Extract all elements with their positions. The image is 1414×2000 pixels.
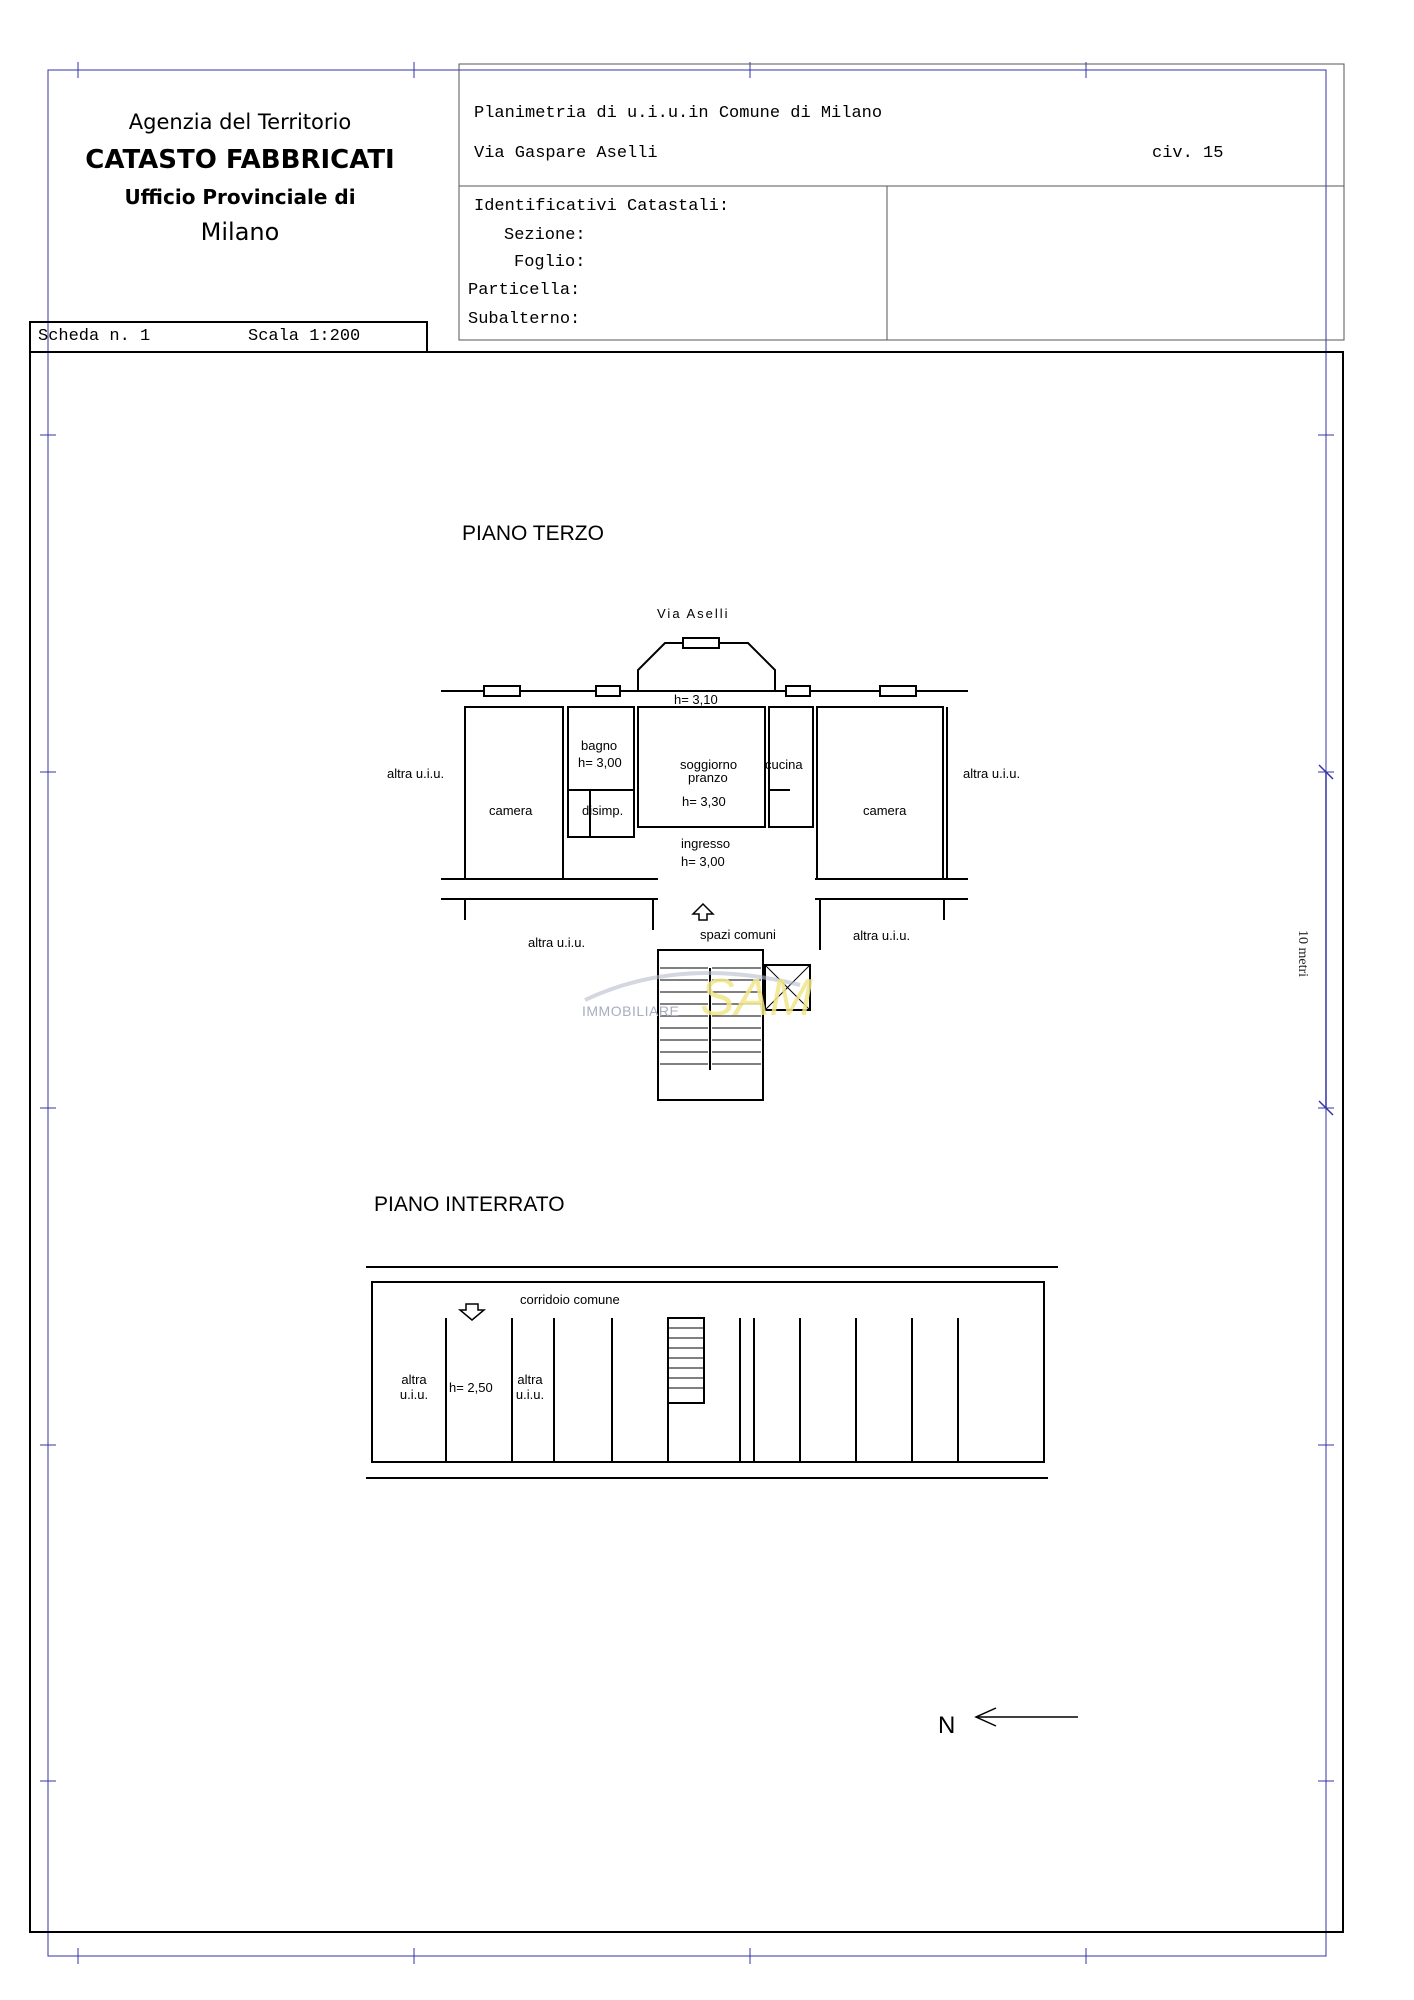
- agency-name: Agenzia del Territorio: [128, 110, 352, 134]
- bagno-height: h= 3,00: [578, 755, 622, 770]
- catasto-title: CATASTO FABBRICATI: [85, 145, 395, 175]
- foglio-label: Foglio:: [514, 253, 586, 272]
- bagno-label: bagno: [581, 738, 618, 753]
- uiu-1-label: u.i.u.: [399, 1387, 429, 1402]
- civic-number: civ. 15: [1152, 144, 1224, 163]
- piano-terzo-plan: [441, 638, 968, 1100]
- piano-interrato-plan: [366, 1267, 1058, 1478]
- bay-height-label: h= 3,10: [674, 692, 718, 707]
- city-label: Milano: [200, 218, 280, 246]
- scheda-label: Scheda n. 1: [38, 327, 151, 346]
- outer-frame: [40, 62, 1334, 1964]
- altra-uiu-left: altra u.i.u.: [387, 766, 445, 781]
- scale-bar-label: 10 metri: [1295, 930, 1310, 978]
- pranzo-label: pranzo: [688, 770, 728, 785]
- camera-right-label: camera: [863, 803, 907, 818]
- altra-uiu-right: altra u.i.u.: [963, 766, 1021, 781]
- particella-label: Particella:: [468, 281, 581, 300]
- piano-interrato-title: PIANO INTERRATO: [374, 1193, 565, 1216]
- watermark-sam: SAM: [700, 969, 813, 1027]
- plan-title: Planimetria di u.i.u.in Comune di Milano: [474, 104, 883, 123]
- cucina-label: cucina: [765, 757, 803, 772]
- altra-uiu-bottom-left: altra u.i.u.: [528, 935, 586, 950]
- north-arrow: [976, 1708, 1078, 1726]
- north-label: N: [938, 1712, 956, 1739]
- subalterno-label: Subalterno:: [468, 310, 581, 329]
- watermark-immobiliare: IMMOBILIARE: [582, 1003, 680, 1019]
- ingresso-height: h= 3,00: [681, 854, 725, 869]
- camera-left-label: camera: [489, 803, 533, 818]
- drawing-area-border: [30, 352, 1343, 1932]
- ufficio-label: Ufficio Provinciale di: [124, 185, 356, 209]
- street-label: Via Aselli: [657, 606, 730, 621]
- disimp-label: disimp.: [582, 803, 624, 818]
- soggiorno-height: h= 3,30: [682, 794, 726, 809]
- altra-uiu-bottom-right: altra u.i.u.: [853, 928, 911, 943]
- address: Via Gaspare Aselli: [474, 144, 658, 163]
- spazi-comuni-label: spazi comuni: [700, 927, 776, 942]
- sezione-label: Sezione:: [504, 226, 586, 245]
- altra-2-label: altra: [517, 1372, 543, 1387]
- identificativi-title: Identificativi Catastali:: [474, 197, 730, 216]
- scale-bar: [1319, 765, 1333, 1115]
- corridoio-label: corridoio comune: [520, 1292, 620, 1307]
- cellar-height: h= 2,50: [449, 1380, 493, 1395]
- ingresso-label: ingresso: [681, 836, 731, 851]
- scala-label: Scala 1:200: [248, 327, 361, 346]
- piano-terzo-title: PIANO TERZO: [462, 522, 604, 545]
- uiu-2-label: u.i.u.: [515, 1387, 545, 1402]
- soggiorno-label: soggiorno: [680, 757, 738, 772]
- altra-1-label: altra: [401, 1372, 427, 1387]
